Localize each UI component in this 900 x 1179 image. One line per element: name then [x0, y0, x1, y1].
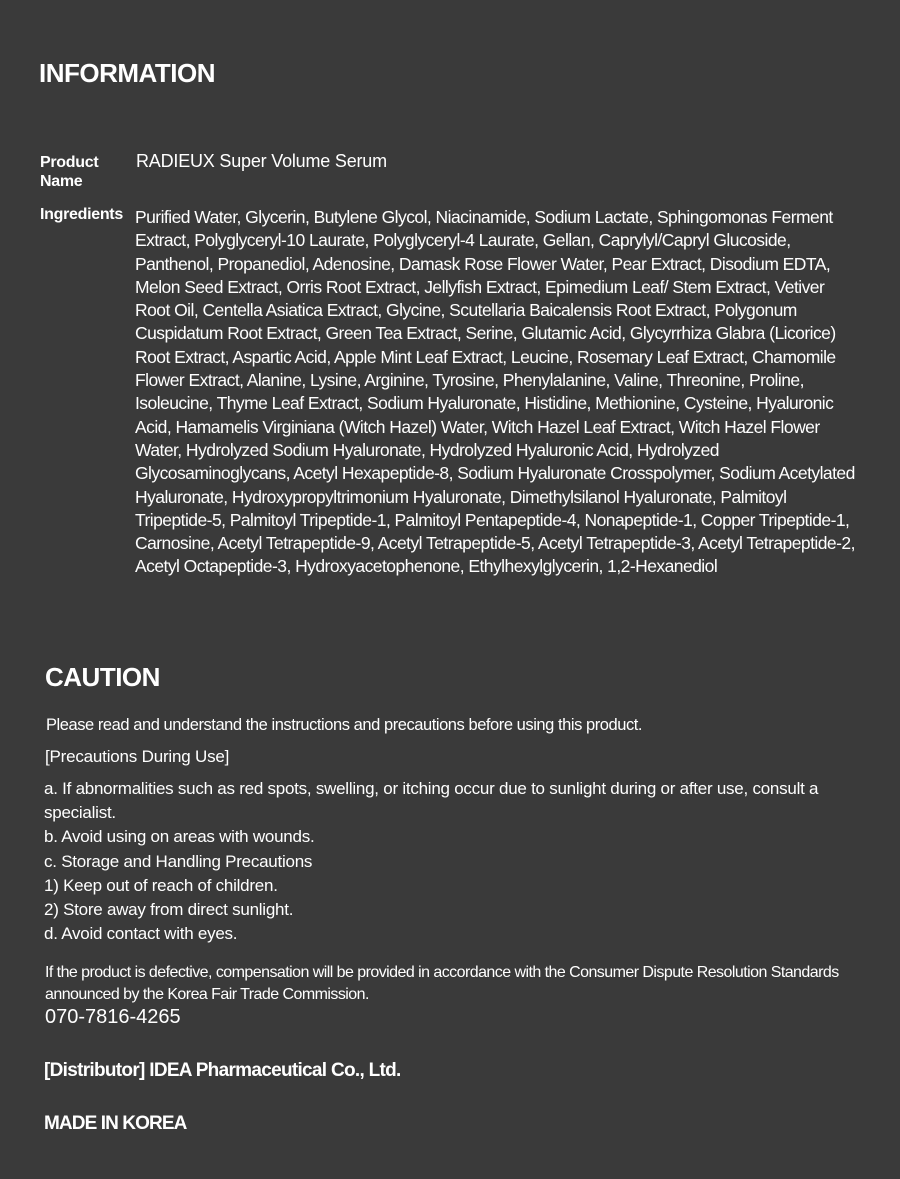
list-item: b. Avoid using on areas with wounds. [44, 827, 315, 847]
compensation-notice: If the product is defective, compensation will be provided in accordance with the Consumer Dispute Resolution Standards announced by the Korea Fair Trade Commission. [45, 964, 839, 1003]
distributor-info: [Distributor] IDEA Pharmaceutical Co., Ltd. [44, 1060, 401, 1081]
contact-phone: 070-7816-4265 [45, 1006, 181, 1028]
list-item: c. Storage and Handling Precautions [44, 851, 313, 871]
list-item: 1) Keep out of reach of children. [44, 875, 278, 895]
list-item: a. If abnormalities such as red spots, swelling, or itching occur due to sunlight during or after use, consult a specialist. [44, 779, 819, 823]
ingredients-label: Ingredients [40, 206, 123, 223]
caution-heading: CAUTION [45, 662, 160, 692]
ingredients-value: Purified Water, Glycerin, Butylene Glycol, Niacinamide, Sodium Lactate, Sphingomonas Ferment Extract, Polyglyceryl-10 Laurate, Polyglyceryl-4 Laurate, Gellan, Caprylyl/Capryl Glucoside, Panthenol, Propanediol, Adenosine, Damask Rose Flower Water, Pear Extract, Disodium EDTA, Melon Seed Extract, Orris Root Extract, Jellyfish Extract, Epimedium Leaf/ Stem Extract, Vetiver Root Oil, Centella Asiatica Extract, Glycine, Scutellaria Baicalensis Root Extract, Polygonum Cuspidatum Root Extract, Green Tea Extract, Serine, Glutamic Acid, Glycyrrhiza Glabra (Licorice) Root Extract, Aspartic Acid, Apple Mint Leaf Extract, Leucine, Rosemary Leaf Extract, Chamomile Flower Extract, Alanine, Lysine, Arginine, Tyrosine, Phenylalanine, Valine, Threonine, Proline, Isoleucine, Thyme Leaf Extract, Sodium Hyaluronate, Histidine, Methionine, Cysteine, Hyaluronic Acid, Hamamelis Virginiana (Witch Hazel) Water, Witch Hazel Leaf Extract, Witch Hazel Flower Water, Hydrolyzed Sodium Hyaluronate, Hydrolyzed Hyaluronic Acid, Hydrolyzed Glycosaminoglycans, Acetyl Hexapeptide-8, Sodium Hyaluronate Crosspolymer, Sodium Acetylated Hyaluronate, Hydroxypropyltrimonium Hyaluronate, Dimethylsilanol Hyaluronate, Palmitoyl Tripeptide-5, Palmitoyl Tripeptide-1, Palmitoyl Pentapeptide-4, Nonapeptide-1, Copper Tripeptide-1, Carnosine, Acetyl Tetrapeptide-9, Acetyl Tetrapeptide-5, Acetyl Tetrapeptide-3, Acetyl Tetrapeptide-2, Acetyl Octapeptide-3, Hydroxyacetophenone, Ethylhexylglycerin, 1,2-Hexanediol [135, 207, 855, 577]
product-name-label: Product Name [40, 154, 99, 190]
product-name-value: RADIEUX Super Volume Serum [136, 151, 387, 171]
precautions-title: [Precautions During Use] [45, 747, 230, 766]
caution-intro: Please read and understand the instructions and precautions before using this product. [46, 716, 643, 734]
precautions-list [44, 777, 844, 946]
list-item: d. Avoid contact with eyes. [44, 924, 238, 944]
information-heading: INFORMATION [39, 58, 215, 88]
list-item: 2) Store away from direct sunlight. [44, 900, 294, 920]
country-of-origin: MADE IN KOREA [44, 1113, 187, 1134]
